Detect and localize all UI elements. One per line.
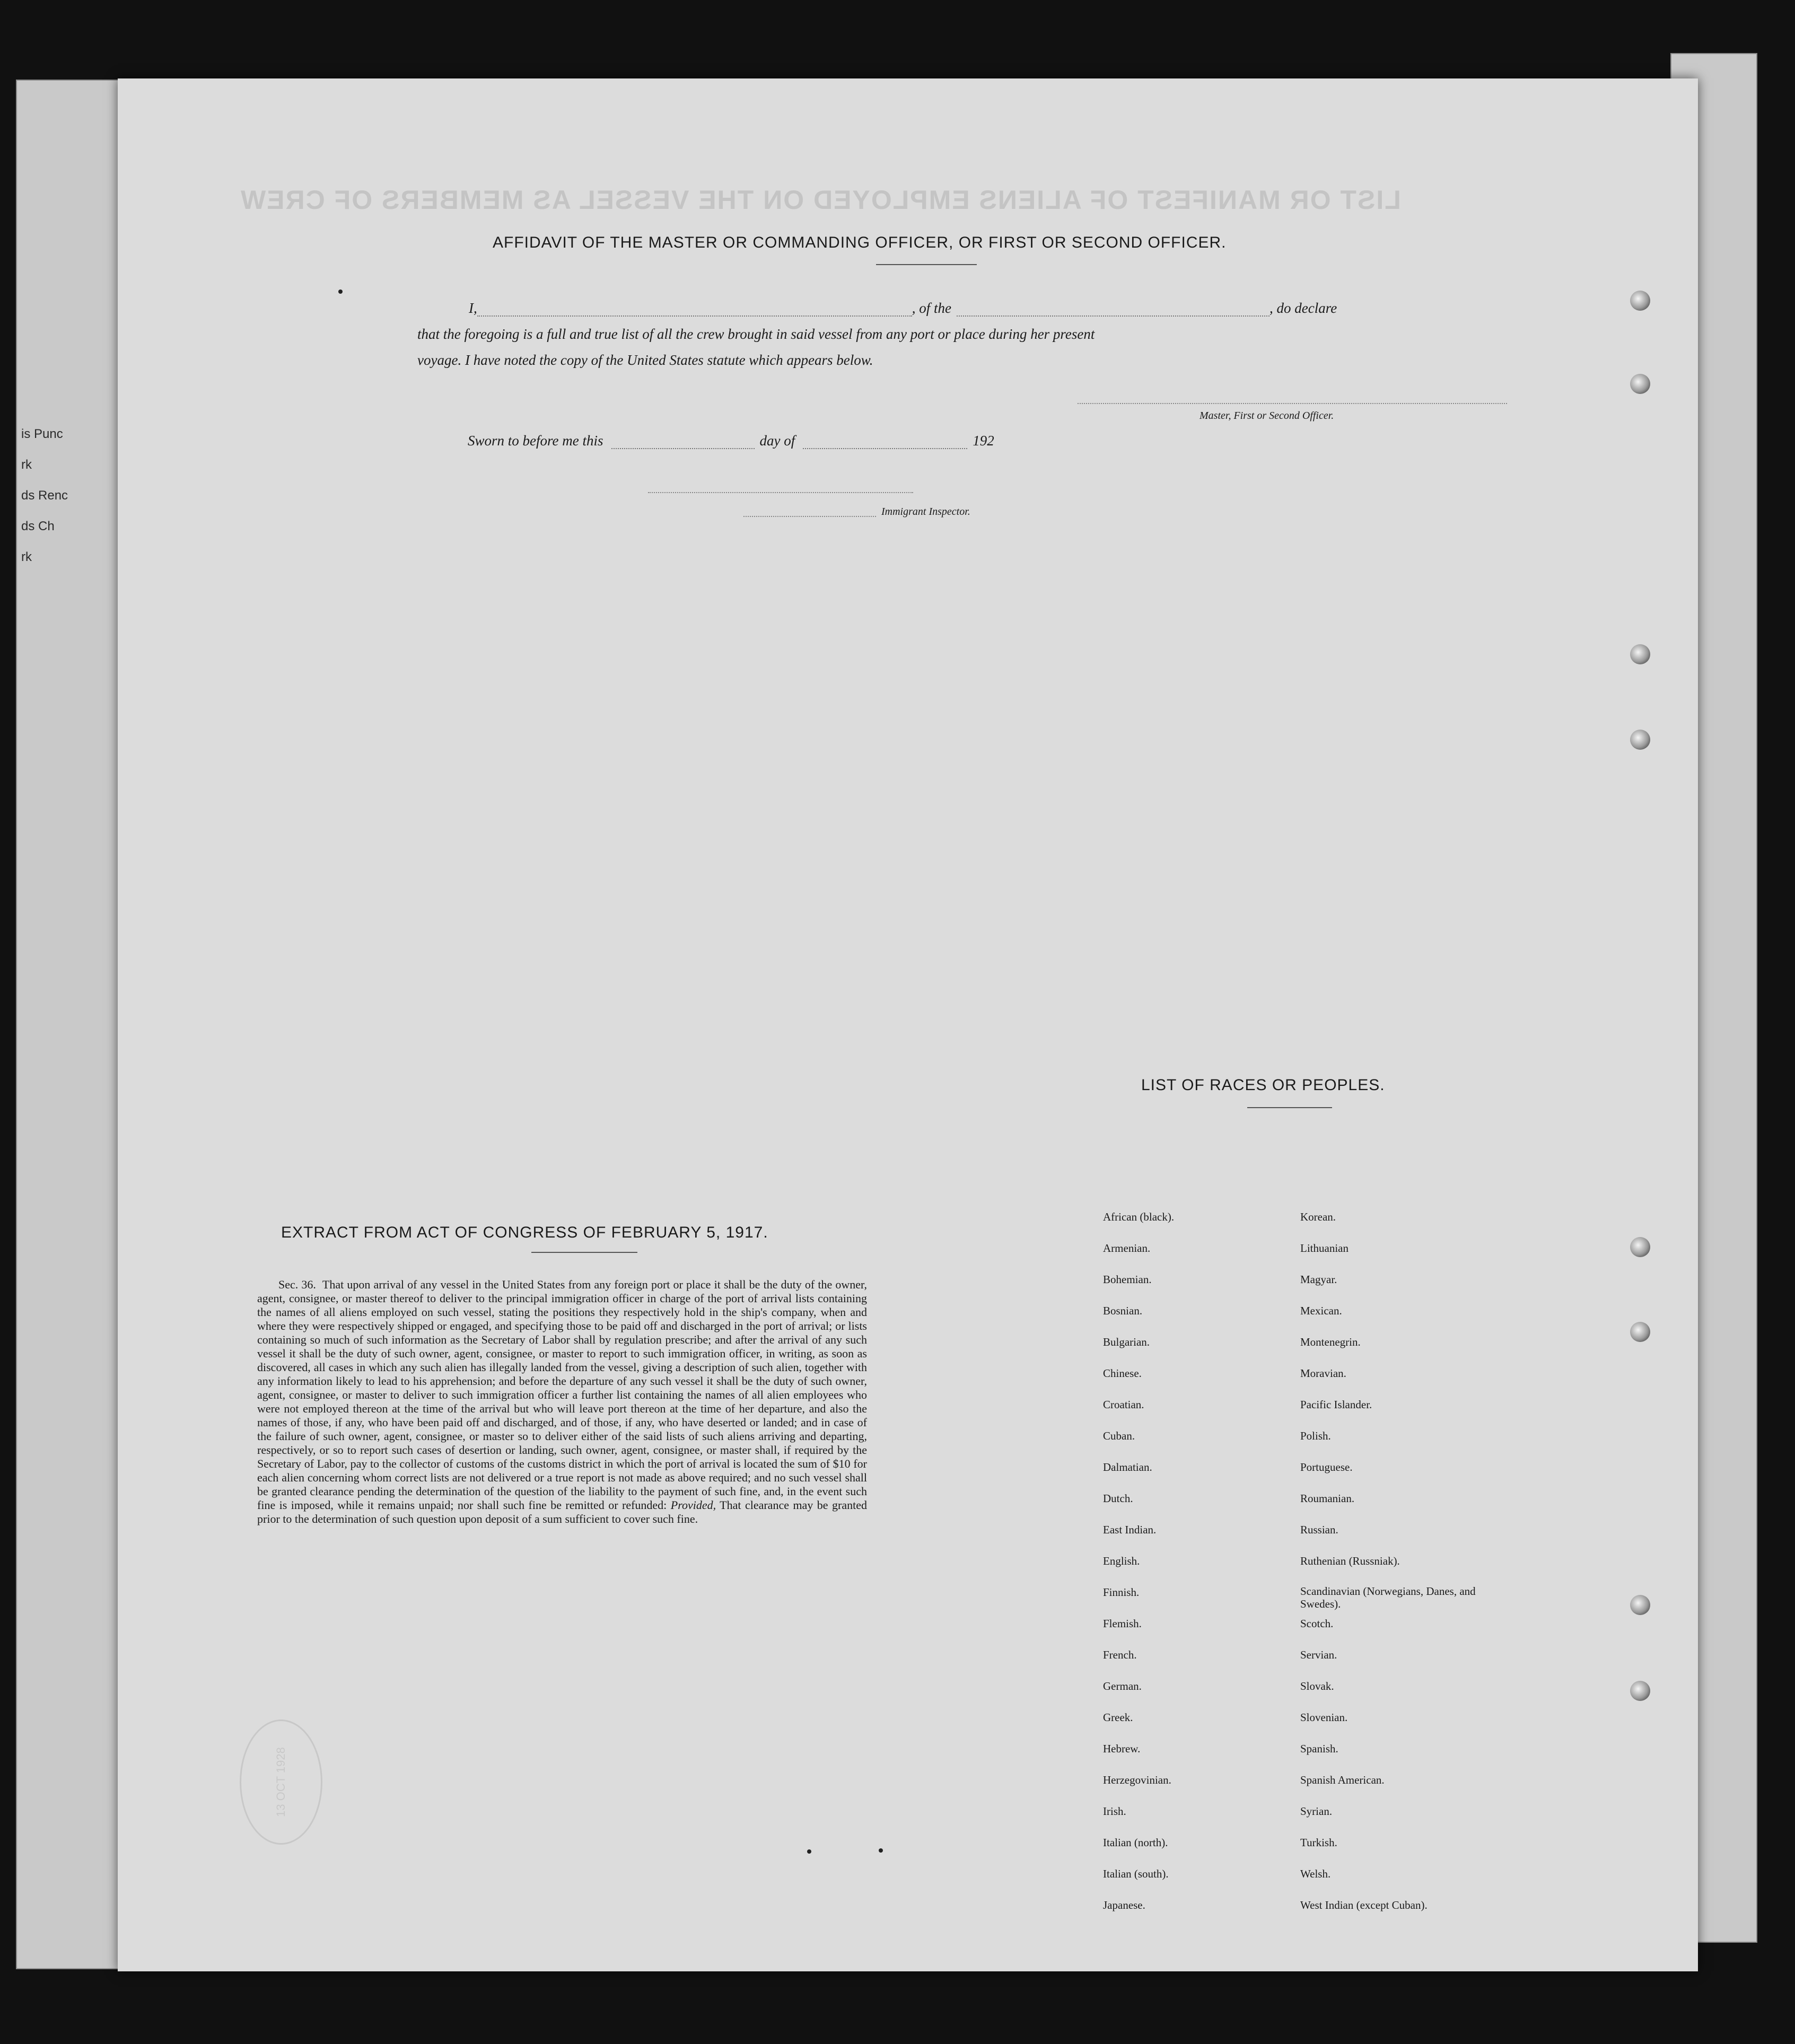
punch-hole-icon [1630, 1595, 1650, 1615]
race-item-left: Flemish. [1103, 1617, 1142, 1630]
inspector-signature-line-2 [743, 516, 876, 517]
master-signature-line [1078, 403, 1507, 404]
race-item-right: Montenegrin. [1300, 1336, 1361, 1348]
sworn-text: Sworn to before me this [468, 433, 603, 449]
race-item-left: Herzegovinian. [1103, 1774, 1171, 1786]
extract-body [257, 1278, 867, 1526]
race-item-left: Hebrew. [1103, 1742, 1141, 1755]
race-item-right: Servian. [1300, 1648, 1337, 1661]
punch-hole-icon [1630, 1681, 1650, 1701]
race-item-right: Slovenian. [1300, 1711, 1348, 1724]
race-item-right: Slovak. [1300, 1680, 1334, 1692]
sworn-month-blank [803, 448, 967, 449]
race-item-right: Lithuanian [1300, 1242, 1349, 1255]
race-item-right: Polish. [1300, 1429, 1331, 1442]
speck [338, 290, 343, 294]
race-item-left: German. [1103, 1680, 1142, 1692]
extract-text: That upon arrival of any vessel in the United States from any foreign port or place it shall be the duty of the owner, agent, consignee, or master thereof to deliver to the principal immigration officer in charge of the port of arrival lists containing the names of all aliens employed on such vessel, stating the positions they respectively hold in the ship's company, when and where they were respectively shipped or engaged, and specifying those to be paid off and discharged in the port of arrival; or lists containing so much of such information as the Secretary of Labor shall by regulation prescribe; and after the arrival of any such vessel it shall be the duty of such owner, agent, consignee, or master to report to such immigration officer, in writing, as soon as discovered, all cases in which any such alien has illegally landed from the vessel, giving a description of such alien, together with any information likely to lead to his apprehension; and before the departure of any such vessel it shall be the duty of such owner, agent, consignee, or master to deliver to such immigration officer a further list containing the names of all alien employees who were not employed thereon at the time of the arrival but who will leave port thereon at the time of her departure, and also the names of those, if any, who have been paid off and discharged, and of those, if any, who have deserted or landed; and in case of the failure of such owner, agent, consignee, or master so to deliver either of the said lists of such aliens arriving and departing, respectively, or so to report such cases of desertion or landing, such owner, agent, consignee, or master shall, if required by the Secretary of Labor, pay to the collector of customs of the customs district in which the port of arrival is located the sum of $10 for each alien concerning whom correct lists are not delivered or a true report is not made as above required; and no such vessel shall be granted clearance pending the determination of the question of the liability to the payment of such fine, and, in the event such fine is imposed, while it remains unpaid; nor shall such fine be remitted or refunded: [257, 1278, 867, 1512]
affidavit-line-3: voyage. I have noted the copy of the United States statute which appears below. [417, 352, 873, 368]
margin-fragment: rk [21, 458, 32, 472]
margin-fragment: ds Renc [21, 488, 68, 503]
punch-hole-icon [1630, 374, 1650, 394]
races-title: LIST OF RACES OR PEOPLES. [1141, 1076, 1385, 1094]
race-item-left: Bosnian. [1103, 1304, 1143, 1317]
sworn-year: 192 [973, 433, 994, 449]
affidavit-of-the: , of the [912, 300, 951, 316]
race-item-right: Magyar. [1300, 1273, 1337, 1286]
speck [807, 1849, 811, 1854]
race-item-left: Dalmatian. [1103, 1461, 1152, 1473]
races-list [1103, 1209, 1517, 1929]
race-item-right: Syrian. [1300, 1805, 1333, 1818]
race-item-left: English. [1103, 1555, 1140, 1567]
race-item-left: Croatian. [1103, 1398, 1144, 1411]
extract-title: EXTRACT FROM ACT OF CONGRESS OF FEBRUARY 5, 1917. [281, 1224, 768, 1241]
race-item-right: Roumanian. [1300, 1492, 1355, 1505]
race-item-left: Dutch. [1103, 1492, 1133, 1505]
margin-fragment: ds Ch [21, 519, 55, 533]
race-item-left: Greek. [1103, 1711, 1133, 1724]
race-item-right: Mexican. [1300, 1304, 1342, 1317]
race-item-right: Spanish. [1300, 1742, 1338, 1755]
extract-text-end: That clearance may be granted prior to the determination of such question upon deposit of a sum sufficient to cover such fine. [257, 1498, 867, 1525]
affidavit-title-rule [876, 264, 977, 265]
speck [879, 1848, 883, 1853]
race-item-left: Italian (south). [1103, 1867, 1169, 1880]
races-title-rule [1247, 1107, 1332, 1108]
extract-provided: Provided, [670, 1498, 716, 1512]
extract-section: Sec. 36. [278, 1278, 316, 1291]
punch-hole-icon [1630, 1322, 1650, 1342]
race-item-right: Ruthenian (Russniak). [1300, 1555, 1400, 1567]
race-item-left: Finnish. [1103, 1586, 1140, 1599]
inspector-signature-line [648, 492, 913, 493]
race-item-right: Korean. [1300, 1210, 1336, 1223]
race-item-right: Scandinavian (Norwegians, Danes, and Swedes). [1300, 1585, 1476, 1610]
received-stamp: 13 OCT 1928 [240, 1720, 322, 1845]
master-signature-label: Master, First or Second Officer. [1199, 410, 1334, 422]
sworn-day-blank [611, 448, 755, 449]
race-item-right: Moravian. [1300, 1367, 1346, 1380]
manifest-page [118, 78, 1698, 1971]
affidavit-line-1 [469, 300, 1337, 317]
sworn-day-of: day of [759, 433, 795, 449]
race-item-left: African (black). [1103, 1210, 1175, 1223]
race-item-left: East Indian. [1103, 1523, 1157, 1536]
race-item-left: French. [1103, 1648, 1137, 1661]
race-item-left: Chinese. [1103, 1367, 1142, 1380]
margin-fragment: rk [21, 550, 32, 564]
race-item-left: Cuban. [1103, 1429, 1135, 1442]
punch-hole-icon [1630, 644, 1650, 664]
bleed-through-heading: LIST OR MANIFEST OF ALIENS EMPLOYED ON THE VESSEL AS MEMBERS OF CREW [240, 185, 1401, 215]
master-name-blank [477, 315, 912, 317]
margin-fragments [21, 419, 117, 573]
race-item-left: Bulgarian. [1103, 1336, 1150, 1348]
race-item-left: Irish. [1103, 1805, 1126, 1818]
race-item-left: Armenian. [1103, 1242, 1151, 1255]
race-item-right: Scotch. [1300, 1617, 1334, 1630]
race-item-right: Welsh. [1300, 1867, 1331, 1880]
sworn-line [468, 433, 994, 449]
punch-hole-icon [1630, 730, 1650, 750]
race-item-right: Portuguese. [1300, 1461, 1353, 1473]
affidavit-line-2: that the foregoing is a full and true list of all the crew brought in said vessel from any port or place during her present [417, 326, 1095, 342]
race-item-left: Japanese. [1103, 1899, 1145, 1911]
punch-hole-icon [1630, 1237, 1650, 1257]
race-item-left: Bohemian. [1103, 1273, 1152, 1286]
race-item-left: Italian (north). [1103, 1836, 1168, 1849]
extract-title-rule [531, 1252, 637, 1253]
race-item-right: West Indian (except Cuban). [1300, 1899, 1428, 1911]
vessel-name-blank [957, 315, 1269, 317]
race-item-right: Russian. [1300, 1523, 1338, 1536]
punch-hole-icon [1630, 291, 1650, 311]
race-item-right: Turkish. [1300, 1836, 1337, 1849]
race-item-right: Pacific Islander. [1300, 1398, 1372, 1411]
affidavit-i: I, [469, 300, 477, 316]
race-item-right: Spanish American. [1300, 1774, 1385, 1786]
inspector-signature-label: Immigrant Inspector. [881, 506, 970, 517]
affidavit-declare: , do declare [1269, 300, 1337, 316]
affidavit-title: AFFIDAVIT OF THE MASTER OR COMMANDING OFFICER, OR FIRST OR SECOND OFFICER. [493, 234, 1227, 251]
margin-fragment: is Punc [21, 427, 63, 441]
underlying-page-left [16, 80, 124, 1969]
